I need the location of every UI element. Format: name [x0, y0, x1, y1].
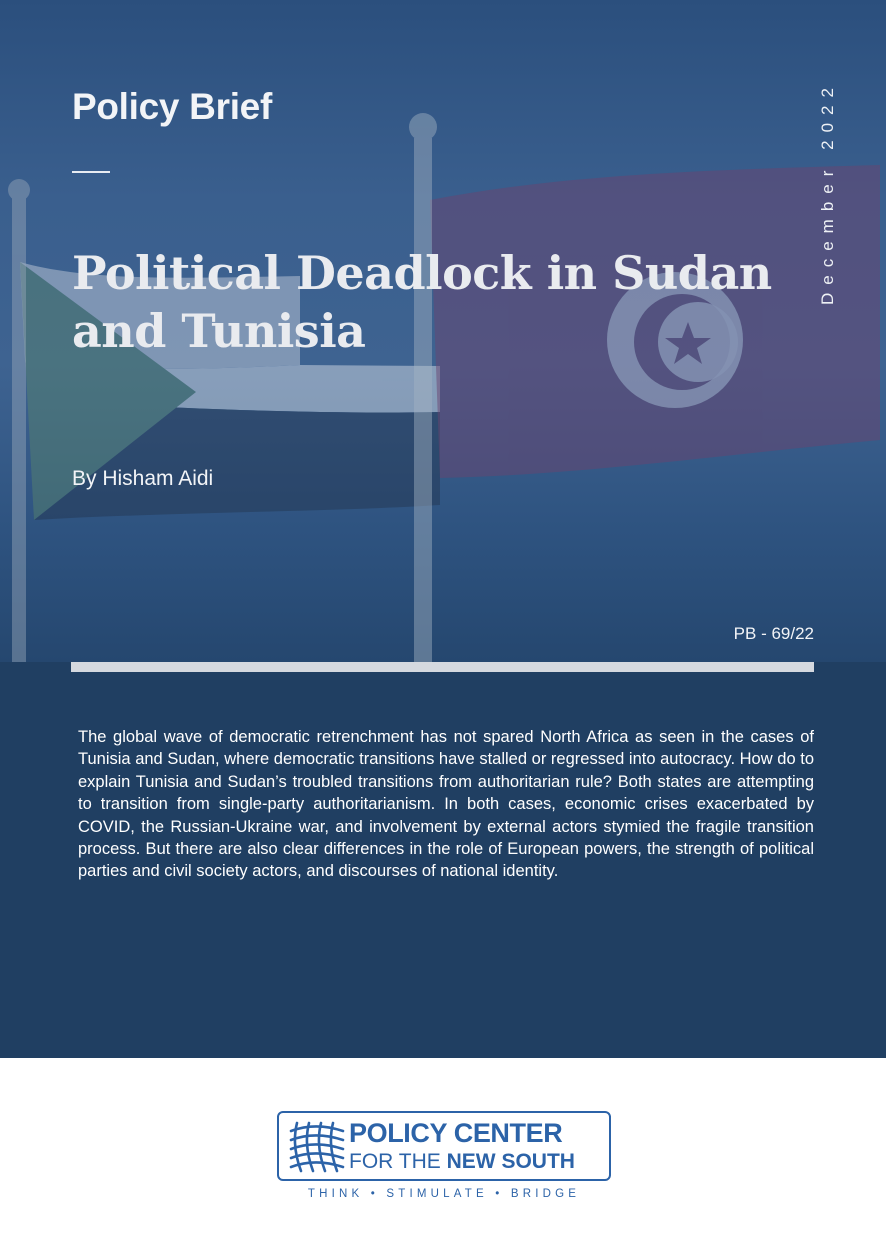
section-divider: [71, 662, 814, 672]
document-title: Political Deadlock in Sudan and Tunisia: [72, 246, 772, 358]
logo-tagline: THINK • STIMULATE • BRIDGE: [307, 1188, 581, 1200]
logo-line-1: POLICY CENTER: [349, 1118, 563, 1148]
logo-line-2-prefix: FOR THE: [349, 1150, 447, 1173]
abstract-text: The global wave of democratic retrenchment has not spared North Africa as seen in the cases of Tunisia and Sudan, where democratic transitions have stalled or regressed into autocracy. How do to explain Tunisia and Sudan’s troubled transitions from authoritarian rule? Both states are attempting to transition from single-party authoritarianism. In both cases, economic crises exacerbated by COVID, the Russian-Ukraine war, and involvement by external actors stymied the fragile transition process. But there are also clear differences in the role of European powers, the strength of political parties and civil society actors, and discourses of national identity.: [78, 728, 814, 881]
logo-line-2-emphasis: NEW SOUTH: [446, 1150, 575, 1173]
author-byline: By Hisham Aidi: [72, 467, 214, 490]
brief-number: PB - 69/22: [733, 624, 814, 643]
publication-date: December 2022: [818, 80, 837, 305]
kicker-underline: [72, 171, 110, 173]
globe-grid-icon: [289, 1121, 345, 1173]
logo-line-2: [349, 1150, 575, 1174]
publisher-logo: [277, 1111, 611, 1181]
document-type-label: Policy Brief: [72, 86, 272, 127]
